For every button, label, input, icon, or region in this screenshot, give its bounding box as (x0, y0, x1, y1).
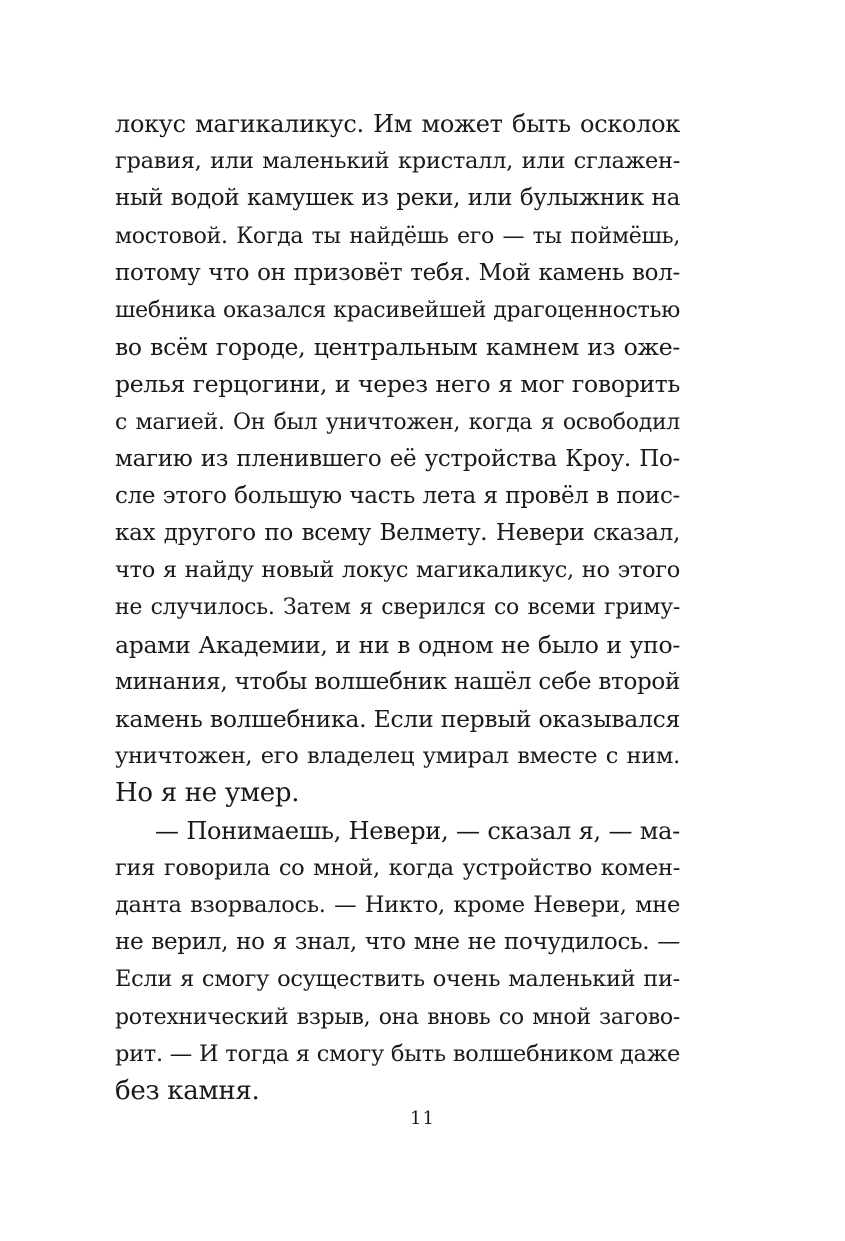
paragraph-1 (115, 106, 680, 813)
text-line: мостовой. Когда ты найдёшь его — ты поймёшь, (115, 223, 680, 249)
text-line: во всём городе, центральным камнем из оже- (115, 333, 680, 362)
text-line: минания, чтобы волшебник нашёл себе второй (115, 668, 680, 695)
text-line: ный водой камушек из реки, или булыжник на (115, 185, 680, 212)
text-line: ках другого по всему Велмету. Невери сказал, (115, 520, 680, 547)
text-line: ротехнический взрыв, она вновь со мной загово- (115, 1004, 680, 1030)
text-line: не верил, но я знал, что мне не почудилось. — (115, 929, 680, 956)
text-line: камень волшебника. Если первый оказывался (115, 705, 680, 733)
text-line: Но я не умер. (115, 778, 300, 809)
text-line: что я найду новый локус магикаликус, но этого (115, 557, 680, 584)
text-line: арами Академии, и ни в одном не было и упо- (115, 630, 680, 659)
text-line: без камня. (115, 1075, 260, 1106)
paragraph-2 (115, 813, 680, 1111)
text-line: потому что он призовёт тебя. Мой камень вол- (115, 259, 680, 286)
text-line: релья герцогини, и через него я мог говорить (115, 370, 680, 399)
text-line: шебника оказался красивейшей драгоценностью (115, 297, 680, 323)
text-line: с магией. Он был уничтожен, когда я освободил (115, 409, 680, 435)
text-line: Если я смогу осуществить очень маленький пи- (115, 966, 680, 993)
page-number: 11 (410, 1108, 435, 1129)
text-line: уничтожен, его владелец умирал вместе с ним. (115, 743, 680, 770)
text-line: локус магикаликус. Им может быть осколок (115, 110, 680, 138)
text-line: не случилось. Затем я сверился со всеми гриму- (115, 595, 680, 621)
text-line: рит. — И тогда я смогу быть волшебником даже (115, 1040, 680, 1067)
text-line: гравия, или маленький кристалл, или сглажен- (115, 148, 680, 175)
text-line: магию из пленившего её устройства Кроу. По- (115, 445, 680, 472)
text-line: гия говорила со мной, когда устройство комен- (115, 854, 680, 881)
text-line: — Понимаешь, Невери, — сказал я, — ма- (155, 816, 680, 845)
text-line: сле этого большую часть лета я провёл в поис- (115, 482, 680, 509)
body-text (115, 106, 680, 1110)
text-line: данта взорвалось. — Никто, кроме Невери, мне (115, 891, 680, 918)
